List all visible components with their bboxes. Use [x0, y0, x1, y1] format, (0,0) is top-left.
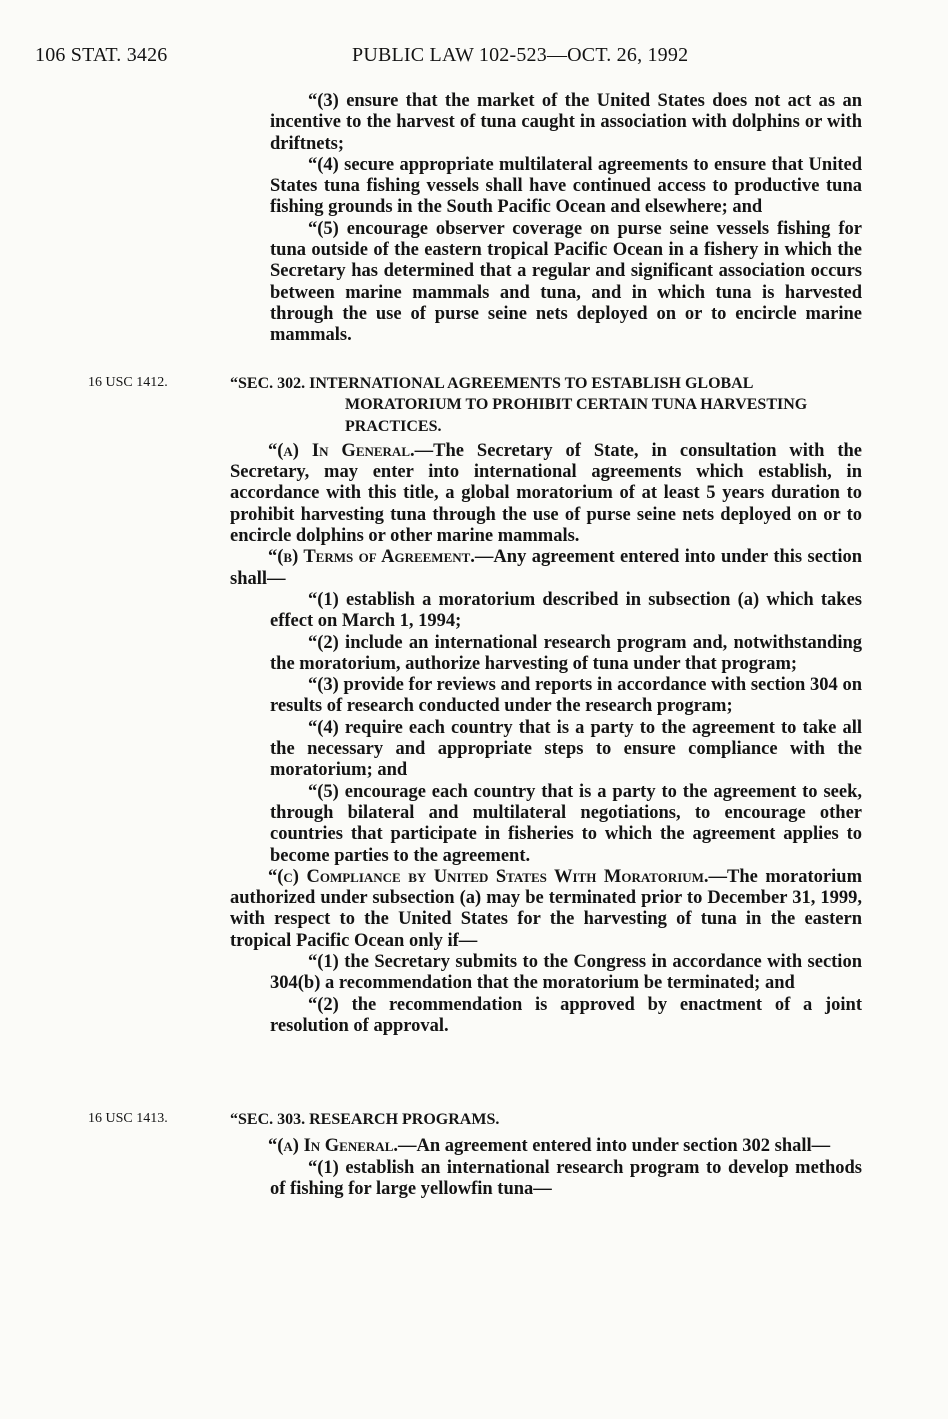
subsection-a: [230, 441, 862, 547]
paragraph-4: “(4) secure appropriate multilateral agreements to ensure that United States tuna fishing vessels shall have continued access to productive tuna fishing grounds in the South Pacific Ocean and elsewhere; and: [270, 154, 862, 218]
section-302: [230, 373, 862, 1037]
subsection-c-heading: “(c) Compliance by United States With Moratorium.: [268, 866, 709, 887]
paragraph-b3: “(3) provide for reviews and reports in accordance with section 304 on results of research conducted under the research program;: [270, 675, 862, 717]
paragraph-5: “(5) encourage observer coverage on purse seine vessels fishing for tuna outside of the eastern tropical Pacific Ocean in a fishery in which the Secretary has determined that a regular and significant association occurs between marine mammals and tuna, and in which tuna is harvested through the use of purse seine nets deployed on or to encircle marine mammals.: [270, 218, 862, 346]
page-reference: 106 STAT. 3426: [35, 44, 168, 66]
subsection-a-heading: “(a) In General.: [268, 440, 415, 461]
subsection-c-text: —The moratorium authorized under subsection (a) may be terminated prior to December 31, 1999, with respect to the United States for the harvesting of tuna in the eastern tropical Pacific Ocean only if—: [230, 866, 862, 951]
section-303-heading: “SEC. 303. RESEARCH PROGRAMS.: [230, 1111, 500, 1128]
paragraph-c1: “(1) the Secretary submits to the Congress in accordance with section 304(b) a recommendation that the moratorium be terminated; and: [270, 952, 862, 994]
paragraph-c2: “(2) the recommendation is approved by enactment of a joint resolution of approval.: [270, 994, 862, 1036]
paragraph-b2: “(2) include an international research program and, notwithstanding the moratorium, authorize harvesting of tuna under that program;: [270, 632, 862, 674]
paragraph-b4: “(4) require each country that is a party to the agreement to take all the necessary and appropriate steps to ensure compliance with the moratorium; and: [270, 717, 862, 781]
margin-citation-1413: 16 USC 1413.: [88, 1111, 168, 1126]
paragraph-b1: “(1) establish a moratorium described in subsection (a) which takes effect on March 1, 1994;: [270, 589, 862, 632]
section-303-subsection-a-text: —An agreement entered into under section 302 shall—: [398, 1136, 831, 1157]
subsection-b-text: —Any agreement entered into under this section shall—: [230, 547, 862, 589]
public-law-header: PUBLIC LAW 102-523—OCT. 26, 1992: [352, 44, 689, 66]
subsection-b: [230, 547, 862, 590]
section-303-subsection-a: [230, 1136, 862, 1157]
paragraph-3: “(3) ensure that the market of the United States does not act as an incentive to the harvest of tuna caught in association with dolphins or with driftnets;: [270, 91, 862, 154]
section-302-heading: “SEC. 302. INTERNATIONAL AGREEMENTS TO ESTABLISH GLOBAL MORATORIUM TO PROHIBIT CERTAIN TUNA HARVESTING PRACTICES.: [230, 375, 808, 435]
section-303: [230, 1109, 862, 1200]
subsection-b-heading: “(b) Terms of Agreement.: [268, 547, 475, 568]
section-303-subsection-a-heading: “(a) In General.: [268, 1136, 398, 1157]
paragraph-b5: “(5) encourage each country that is a party to the agreement to seek, through bilateral and multilateral negotiations, to encourage other countries that participate in fisheries to which the agreement applies to become parties to the agreement.: [270, 781, 862, 866]
margin-citation-1412: 16 USC 1412.: [88, 375, 168, 390]
subsection-a-text: —The Secretary of State, in consultation with the Secretary, may enter into international agreements which establish, in accordance with this title, a global moratorium of at least 5 years duration to prohibit harvesting tuna through the use of purse seine nets deployed on or to encircle dolphins or other marine mammals.: [230, 440, 862, 547]
section-303-paragraph-1: “(1) establish an international research program to develop methods of fishing for large yellowfin tuna—: [270, 1157, 862, 1199]
subsection-c: [230, 867, 862, 952]
continued-list: [230, 91, 862, 347]
